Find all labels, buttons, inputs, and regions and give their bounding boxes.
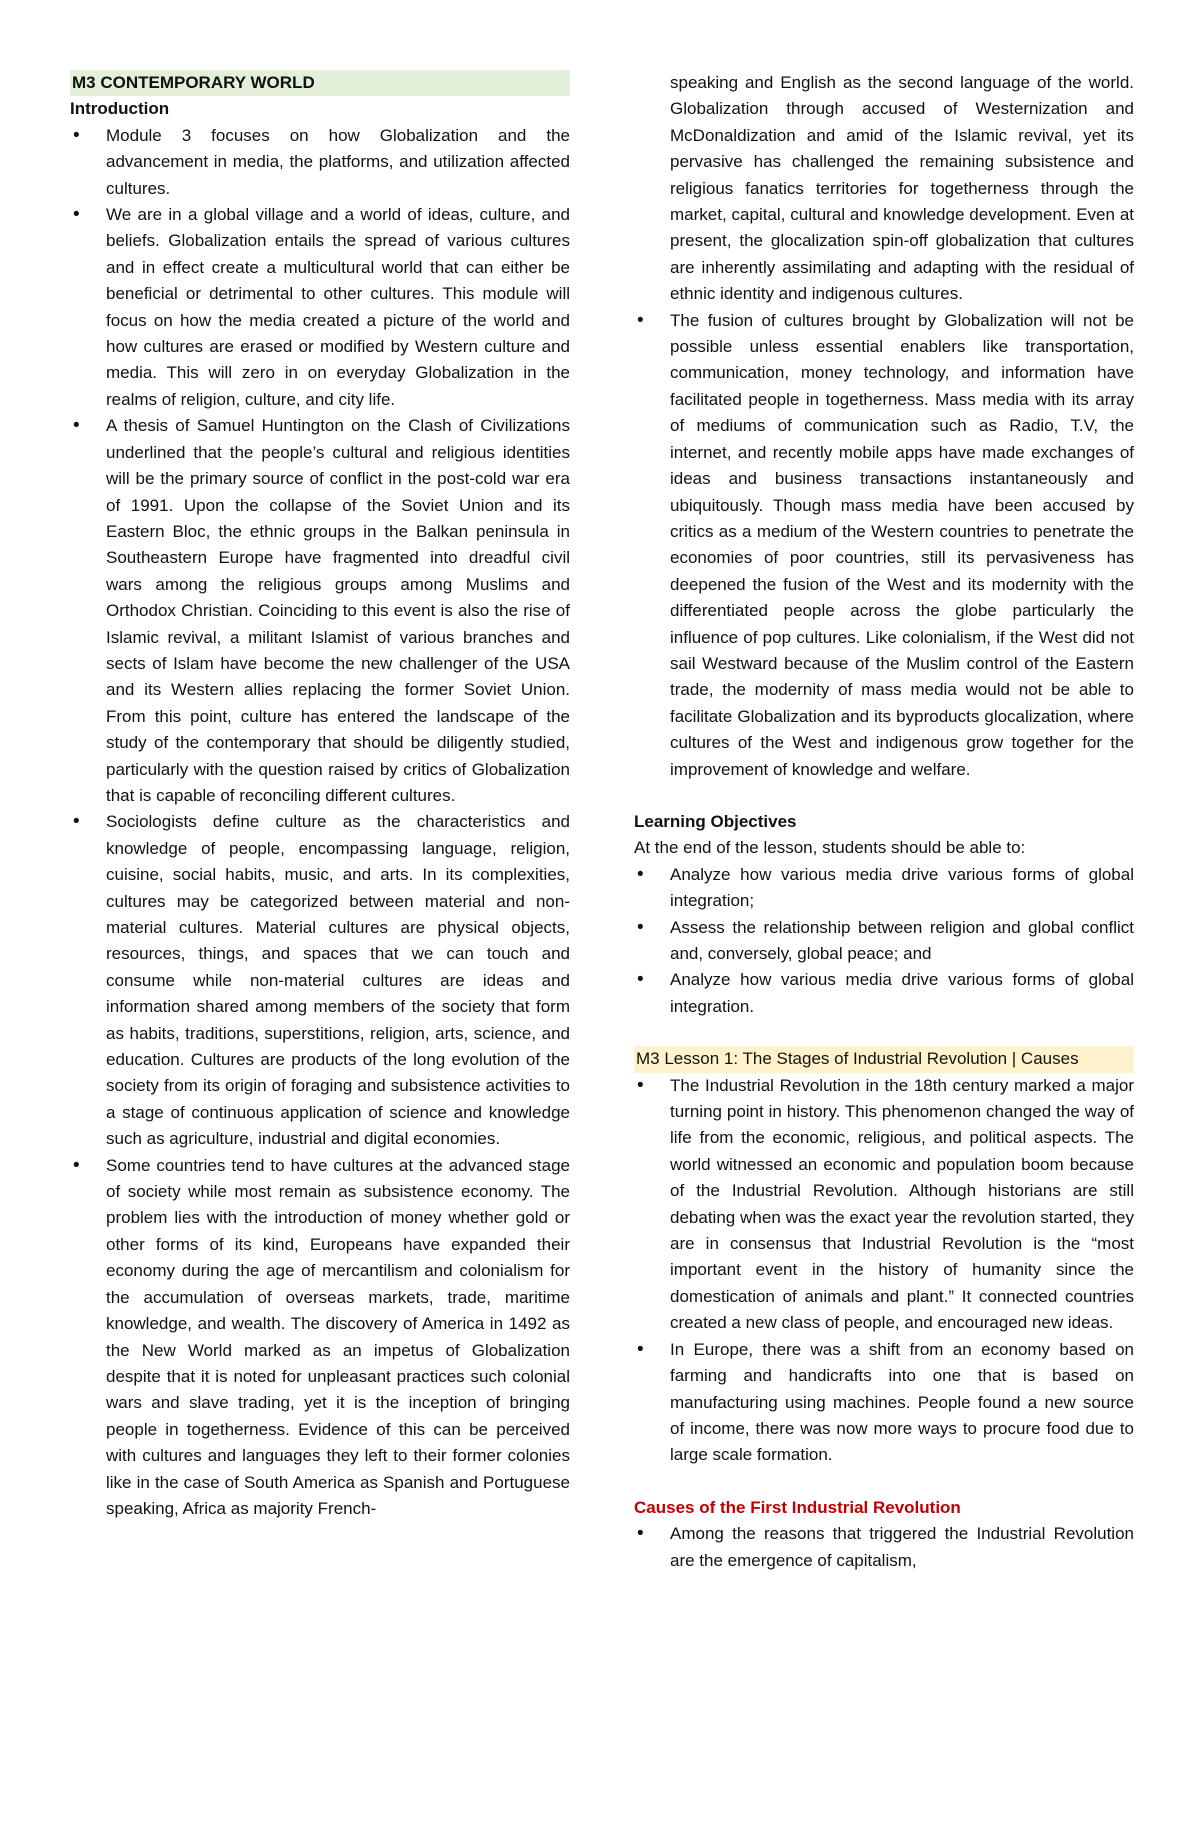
continued-paragraph: speaking and English as the second language of the world. Globalization through accused of Westernization and McDonaldization and amid of the Islamic revival, yet its pervasive has challenged the remaining subsistence and religious fanatics territories for togetherness through the market, capital, cultural and knowledge development. Even at present, the glocalization spin-off globalization that cultures are inherently assimilating and adapting with the residual of ethnic identity and indigenous cultures. [670,73,1134,304]
causes-list [634,1521,1134,1574]
left-column [70,70,570,1522]
introduction-heading: Introduction [70,99,170,119]
list-item: • Analyze how various media drive various forms of global integration; [634,862,1134,915]
learning-objectives-heading: Learning Objectives [634,811,797,831]
list-item: • The fusion of cultures brought by Globalization will not be possible unless essential enablers like transportation, communication, money technology, and information have facilitated people in togetherness. Mass media with its array of mediums of communication such as Radio, T.V, the internet, and recently mobile apps have made exchanges of ideas and business transactions instantaneously and ubiquitously. Though mass media have been accused by critics as a medium of the Western countries to penetrate the economies of poor countries, still its pervasiveness has deepened the fusion of the West and its modernity with the differentiated people across the globe particularly the influence of pop cultures. Like colonialism, if the West did not sail Westward because of the Muslim control of the Eastern trade, the modernity of mass media would not be able to facilitate Globalization and its byproducts glocalization, where cultures of the West and indigenous grow together for the improvement of knowledge and welfare. [634,308,1134,783]
objectives-intro: At the end of the lesson, students should be able to: [634,838,1026,858]
list-item: • In Europe, there was a shift from an economy based on farming and handicrafts into one that is based on manufacturing using machines. People found a new source of income, there was now more ways to procure food due to large scale formation. [634,1337,1134,1469]
list-item: • Sociologists define culture as the characteristics and knowledge of people, encompassing language, religion, cuisine, social habits, music, and arts. In its complexities, cultures may be categorized between material and non-material cultures. Material cultures are physical objects, resources, things, and spaces that we can touch and consume while non-material cultures are ideas and information shared among members of the society that form as habits, traditions, superstitions, religion, arts, science, and education. Cultures are products of the long evolution of the society from its origin of foraging and subsistence activities to a stage of continuous application of science and knowledge such as agriculture, industrial and digital economies. [70,809,570,1152]
list-item: • Some countries tend to have cultures at the advanced stage of society while most remain as subsistence economy. The problem lies with the introduction of money whether gold or other forms of its kind, Europeans have expanded their economy during the age of mercantilism and colonialism for the accumulation of overseas markets, trade, maritime knowledge, and wealth. The discovery of America in 1492 as the New World marked as an impetus of Globalization despite that it is noted for unpleasant practices such colonial wars and slave trading, yet it is the inception of bringing people in togetherness. Evidence of this can be perceived with cultures and languages they left to their former colonies like in the case of South America as Spanish and Portuguese speaking, Africa as majority French- [70,1153,570,1523]
lesson-heading: M3 Lesson 1: The Stages of Industrial Revolution | Causes [634,1046,1134,1072]
causes-heading: Causes of the First Industrial Revolution [634,1497,961,1517]
list-item: • A thesis of Samuel Huntington on the Clash of Civilizations underlined that the people’s cultural and religious identities will be the primary source of conflict in the post-cold war era of 1991. Upon the collapse of the Soviet Union and its Eastern Bloc, the ethnic groups in the Balkan peninsula in Southeastern Europe have fragmented into dreadful civil wars among the religious groups among Muslims and Orthodox Christian. Coinciding to this event is also the rise of Islamic revival, a militant Islamist of various branches and sects of Islam have become the new challenger of the USA and its Western allies replacing the former Soviet Union. From this point, culture has entered the landscape of the study of the contemporary that should be diligently studied, particularly with the question raised by critics of Globalization that is capable of reconciling different cultures. [70,413,570,809]
objectives-list [634,862,1134,1020]
lesson-list [634,1073,1134,1469]
list-item: • We are in a global village and a world of ideas, culture, and beliefs. Globalization entails the spread of various cultures and in effect create a multicultural world that can either be beneficial or detrimental to other cultures. This module will focus on how the media created a picture of the world and how cultures are erased or modified by Western culture and media. This will zero in on everyday Globalization in the realms of religion, culture, and city life. [70,202,570,413]
globalization-list [634,308,1134,783]
list-item: • The Industrial Revolution in the 18th century marked a major turning point in history. This phenomenon changed the way of life from the economic, religious, and political aspects. The world witnessed an economic and population boom because of the Industrial Revolution. Although historians are still debating when was the exact year the revolution started, they are in consensus that Industrial Revolution is the “most important event in the history of humanity since the domestication of animals and plant.” It connected countries created a new class of people, and encouraged new ideas. [634,1073,1134,1337]
list-item: • Module 3 focuses on how Globalization and the advancement in media, the platforms, and utilization affected cultures. [70,123,570,202]
document-title: M3 CONTEMPORARY WORLD [70,70,570,96]
right-column [634,70,1134,1574]
list-item: • Among the reasons that triggered the Industrial Revolution are the emergence of capitalism, [634,1521,1134,1574]
list-item: • Assess the relationship between religion and global conflict and, conversely, global peace; and [634,915,1134,968]
introduction-list [70,123,570,1523]
list-item: • Analyze how various media drive various forms of global integration. [634,967,1134,1020]
